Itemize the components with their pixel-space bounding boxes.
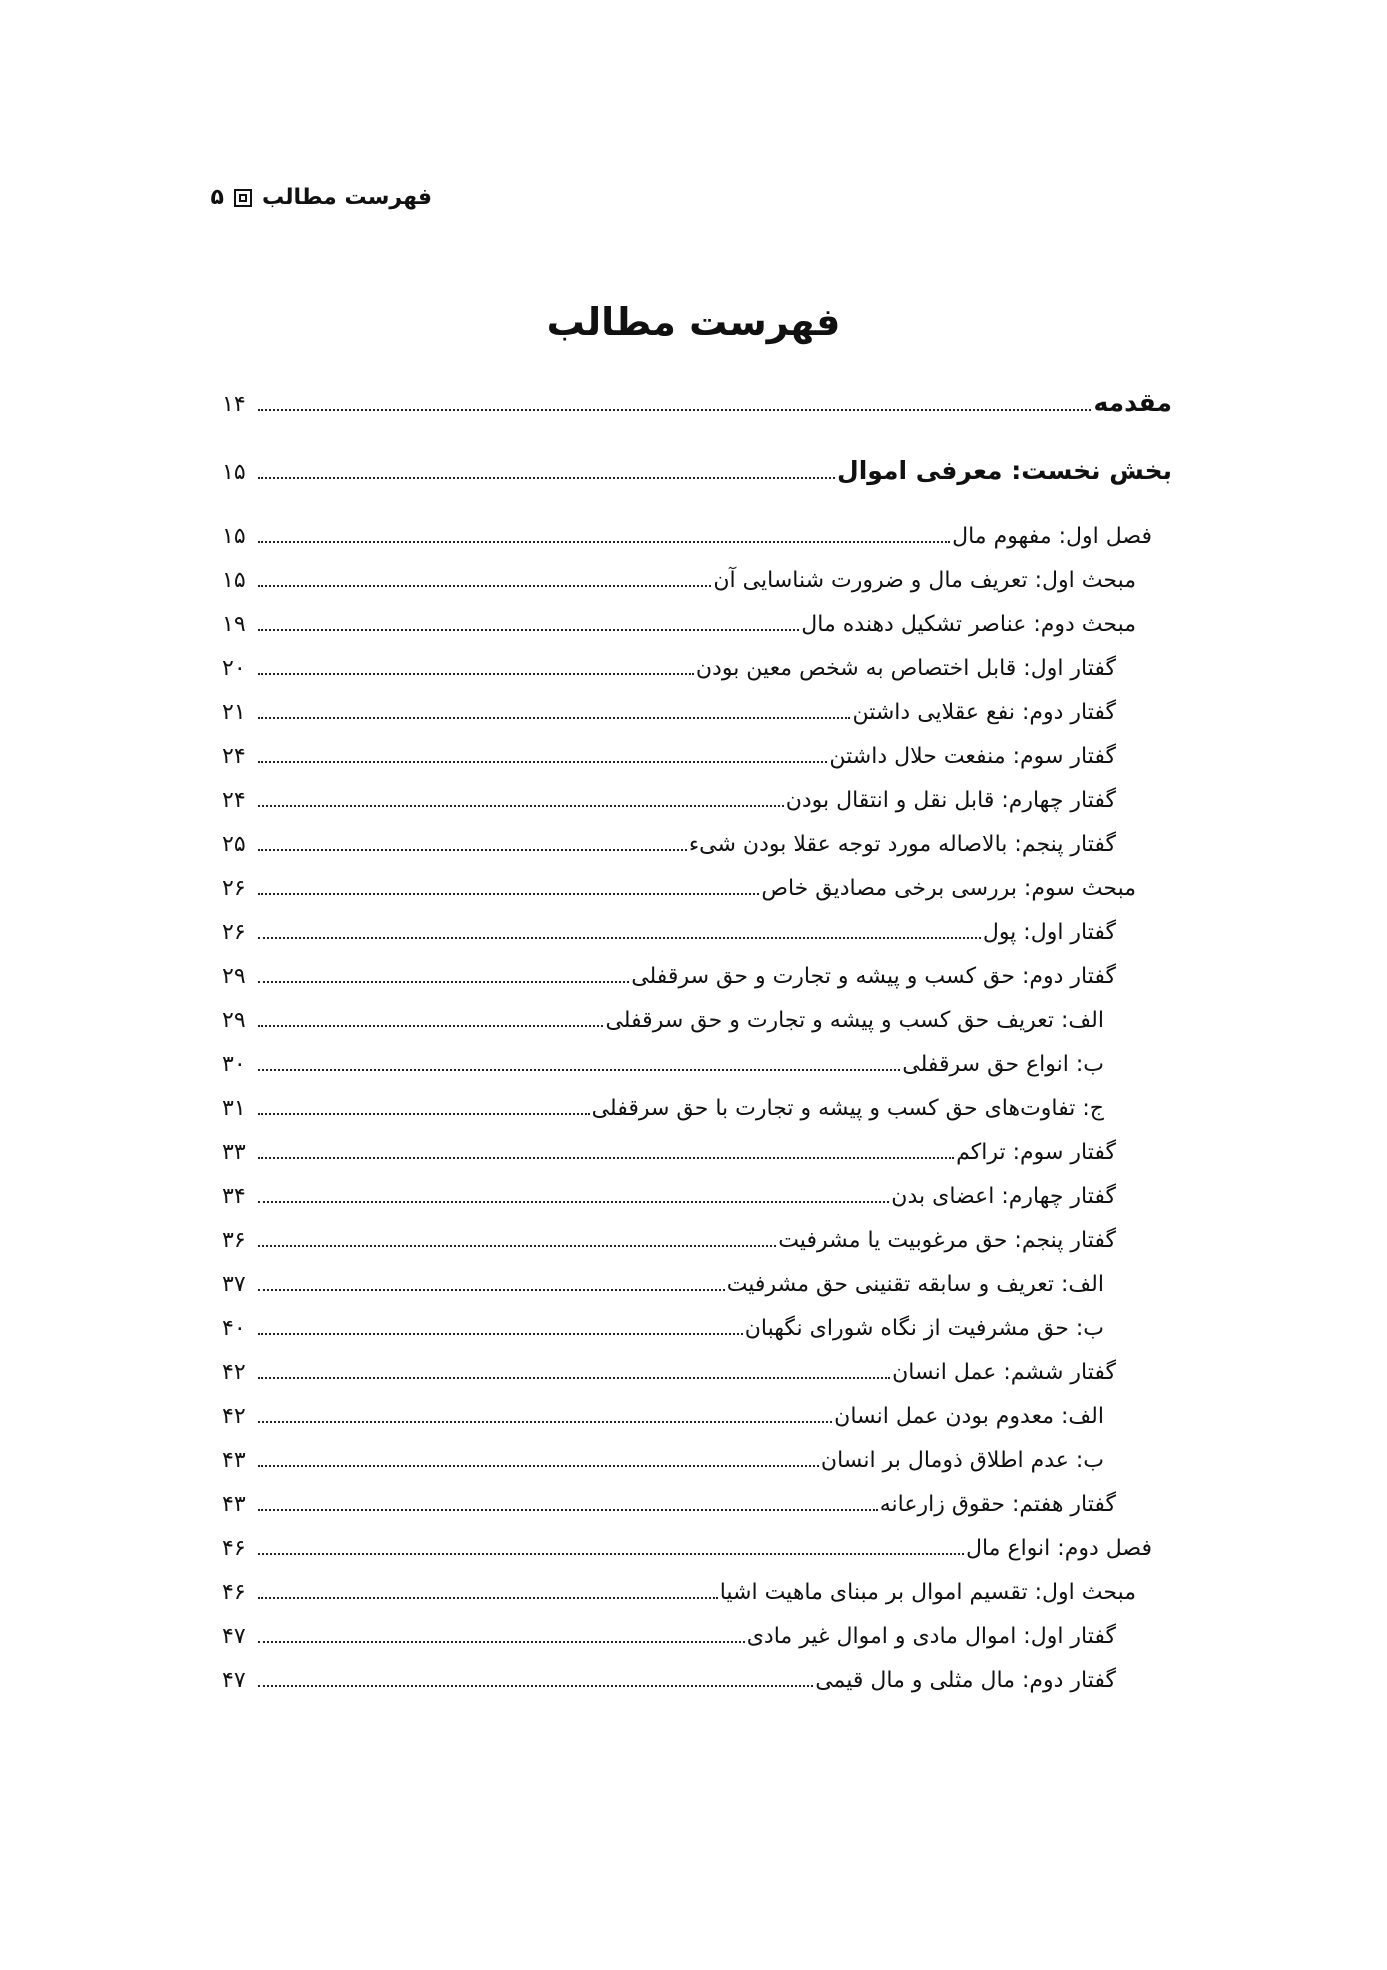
toc-entry-title: گفتار اول: پول xyxy=(982,920,1116,945)
toc-entry xyxy=(222,568,1172,612)
dot-leader xyxy=(258,1113,590,1115)
toc-entry-title: گفتار سوم: تراکم xyxy=(956,1140,1116,1165)
toc-entry-title: گفتار سوم: منفعت حلال داشتن xyxy=(829,744,1116,769)
toc-entry-title: گفتار دوم: نفع عقلایی داشتن xyxy=(852,700,1116,725)
toc-entry-title: گفتار دوم: حق کسب و پیشه و تجارت و حق سرقفلی xyxy=(631,964,1116,989)
toc-entry xyxy=(222,388,1172,450)
toc-entry xyxy=(222,1404,1172,1448)
toc-entry-title: مبحث اول: تقسیم اموال بر مبنای ماهیت اشیا xyxy=(719,1580,1136,1605)
dot-leader xyxy=(258,1069,900,1071)
toc-entry-title: گفتار پنجم: حق مرغوبیت یا مشرفیت xyxy=(778,1228,1116,1253)
toc-entry xyxy=(222,612,1172,656)
page-title: فهرست مطالب xyxy=(546,300,841,344)
toc-entry xyxy=(222,1668,1172,1712)
toc-entry xyxy=(222,876,1172,920)
dot-leader xyxy=(258,1421,832,1423)
toc-entry xyxy=(222,700,1172,744)
dot-leader xyxy=(258,805,784,807)
toc-entry-page-number: ۳۱ xyxy=(222,1096,246,1121)
toc-entry xyxy=(222,1624,1172,1668)
toc-entry-page-number: ۳۶ xyxy=(222,1228,246,1253)
toc-entry-page-number: ۴۷ xyxy=(222,1668,246,1693)
toc-entry-title: گفتار دوم: مال مثلی و مال قیمی xyxy=(815,1668,1116,1693)
toc-entry-page-number: ۱۹ xyxy=(222,612,246,637)
toc-entry-title: بخش نخست: معرفی اموال xyxy=(837,456,1172,485)
dot-leader xyxy=(258,541,950,543)
toc-entry-page-number: ۱۵ xyxy=(222,568,246,593)
toc-entry xyxy=(222,1316,1172,1360)
toc-entry xyxy=(222,788,1172,832)
dot-leader xyxy=(258,937,981,939)
toc-entry-page-number: ۴۳ xyxy=(222,1492,246,1517)
toc-entry-title: گفتار ششم: عمل انسان xyxy=(892,1360,1116,1385)
toc-entry-page-number: ۲۱ xyxy=(222,700,246,725)
toc-entry-page-number: ۳۴ xyxy=(222,1184,246,1209)
toc-entry-page-number: ۴۲ xyxy=(222,1360,246,1385)
toc-entry-title: الف: تعریف حق کسب و پیشه و تجارت و حق سرقفلی xyxy=(605,1008,1104,1033)
running-header-title: فهرست مطالب xyxy=(261,185,432,210)
dot-leader xyxy=(258,477,835,479)
dot-leader xyxy=(258,1465,819,1467)
toc-entry xyxy=(222,1140,1172,1184)
dot-leader xyxy=(258,1025,603,1027)
dot-leader xyxy=(258,981,629,983)
toc-entry-page-number: ۳۷ xyxy=(222,1272,246,1297)
dot-leader xyxy=(258,1641,745,1643)
dot-leader xyxy=(258,409,1091,411)
toc-entry-title: الف: معدوم بودن عمل انسان xyxy=(834,1404,1104,1429)
toc-entry xyxy=(222,656,1172,700)
toc-entry-title: فصل اول: مفهوم مال xyxy=(952,524,1152,549)
toc-entry-page-number: ۱۴ xyxy=(222,392,246,417)
toc-entry-title: ب: انواع حق سرقفلی xyxy=(902,1052,1104,1077)
toc-entry-page-number: ۲۹ xyxy=(222,1008,246,1033)
toc-entry-title: فصل دوم: انواع مال xyxy=(965,1536,1152,1561)
toc-entry-page-number: ۴۰ xyxy=(222,1316,246,1341)
toc-entry-page-number: ۲۴ xyxy=(222,788,246,813)
toc-entry-title: گفتار هفتم: حقوق زارعانه xyxy=(879,1492,1116,1517)
toc-entry-title: مقدمه xyxy=(1093,388,1172,417)
toc-entry-title: گفتار چهارم: قابل نقل و انتقال بودن xyxy=(785,788,1116,813)
toc-entry-title: مبحث سوم: بررسی برخی مصادیق خاص xyxy=(761,876,1136,901)
toc-entry-title: مبحث اول: تعریف مال و ضرورت شناسایی آن xyxy=(713,568,1136,593)
toc-entry-page-number: ۴۶ xyxy=(222,1580,246,1605)
dot-leader xyxy=(258,1333,743,1335)
toc-entry xyxy=(222,1272,1172,1316)
toc-entry-page-number: ۴۶ xyxy=(222,1536,246,1561)
dot-leader xyxy=(258,1157,954,1159)
toc-entry-title: ج: تفاوت‌های حق کسب و پیشه و تجارت با حق سرقفلی xyxy=(591,1096,1104,1121)
toc-entry xyxy=(222,1052,1172,1096)
toc-entry-page-number: ۳۳ xyxy=(222,1140,246,1165)
toc-entry-title: مبحث دوم: عناصر تشکیل دهنده مال xyxy=(801,612,1136,637)
dot-leader xyxy=(258,1201,889,1203)
toc-entry xyxy=(222,1536,1172,1580)
toc-entry-page-number: ۲۹ xyxy=(222,964,246,989)
toc-entry xyxy=(222,1448,1172,1492)
toc-entry-page-number: ۱۵ xyxy=(222,460,246,485)
toc-entry-page-number: ۲۶ xyxy=(222,920,246,945)
dot-leader xyxy=(258,585,711,587)
toc-entry xyxy=(222,920,1172,964)
toc-entry-title: الف: تعریف و سابقه تقنینی حق مشرفیت xyxy=(726,1272,1104,1297)
toc-entry-title: ب: حق مشرفیت از نگاه شورای نگهبان xyxy=(744,1316,1104,1341)
toc-entry xyxy=(222,832,1172,876)
dot-leader xyxy=(258,1377,890,1379)
toc-entry xyxy=(222,1492,1172,1536)
toc-entry-page-number: ۲۵ xyxy=(222,832,246,857)
toc-entry xyxy=(222,456,1172,518)
toc-entry xyxy=(222,524,1172,568)
toc-entry-title: ب: عدم اطلاق ذومال بر انسان xyxy=(820,1448,1104,1473)
dot-leader xyxy=(258,1597,718,1599)
toc-entry-title: گفتار چهارم: اعضای بدن xyxy=(891,1184,1116,1209)
dot-leader xyxy=(258,1685,813,1687)
toc-entry-page-number: ۴۳ xyxy=(222,1448,246,1473)
dot-leader xyxy=(258,717,850,719)
dot-leader xyxy=(258,849,687,851)
toc-entry-page-number: ۳۰ xyxy=(222,1052,246,1077)
dot-leader xyxy=(258,761,827,763)
dot-leader xyxy=(258,1245,776,1247)
toc-entry xyxy=(222,1184,1172,1228)
dot-leader xyxy=(258,673,694,675)
toc-entry-page-number: ۲۴ xyxy=(222,744,246,769)
toc-entry xyxy=(222,1228,1172,1272)
toc-entry xyxy=(222,744,1172,788)
toc-entry xyxy=(222,964,1172,1008)
toc-entry xyxy=(222,1580,1172,1624)
dot-leader xyxy=(258,1289,725,1291)
toc-entry-page-number: ۴۲ xyxy=(222,1404,246,1429)
dot-leader xyxy=(258,893,759,895)
running-header-page-number: ۵ xyxy=(210,185,224,210)
toc-entry-page-number: ۱۵ xyxy=(222,524,246,549)
toc-entry xyxy=(222,1008,1172,1052)
toc-entry-page-number: ۲۶ xyxy=(222,876,246,901)
toc-entry xyxy=(222,1360,1172,1404)
dot-leader xyxy=(258,1553,964,1555)
dot-leader xyxy=(258,629,799,631)
running-header xyxy=(211,185,433,210)
toc-entry-page-number: ۴۷ xyxy=(222,1624,246,1649)
toc-entry-page-number: ۲۰ xyxy=(222,656,246,681)
square-ornament-icon xyxy=(234,189,252,207)
toc-entry-title: گفتار اول: اموال مادی و اموال غیر مادی xyxy=(746,1624,1116,1649)
toc-entry-title: گفتار پنجم: بالاصاله مورد توجه عقلا بودن شیء xyxy=(688,832,1116,857)
toc-entry xyxy=(222,1096,1172,1140)
toc-entry-title: گفتار اول: قابل اختصاص به شخص معین بودن xyxy=(695,656,1116,681)
dot-leader xyxy=(258,1509,878,1511)
table-of-contents xyxy=(222,388,1172,1712)
